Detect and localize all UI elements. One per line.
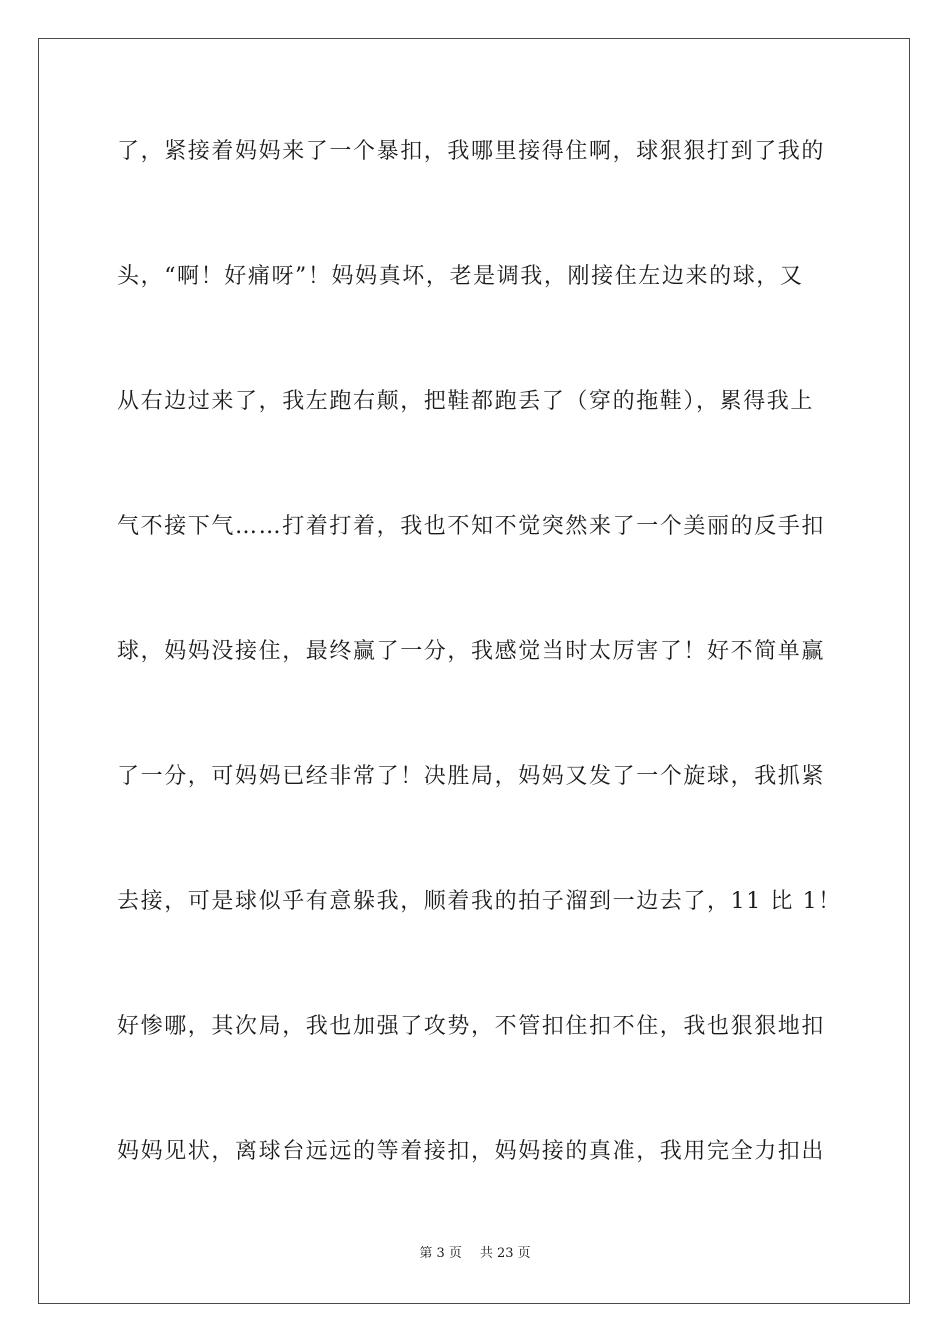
text-line: 去接，可是球似乎有意躲我，顺着我的拍子溜到一边去了，11 比 1！	[117, 889, 842, 914]
page-number: 第 3 页	[419, 1246, 462, 1261]
text-line: 了，紧接着妈妈来了一个暴扣，我哪里接得住啊，球狠狠打到了我的	[117, 139, 826, 164]
page-footer	[0, 1245, 950, 1263]
text-line: 好惨哪，其次局，我也加强了攻势，不管扣住扣不住，我也狠狠地扣	[117, 1014, 826, 1039]
page-total: 共 23 页	[479, 1246, 531, 1261]
text-line: 了一分，可妈妈已经非常了！决胜局，妈妈又发了一个旋球，我抓紧	[117, 764, 826, 789]
text-line: 妈妈见状，离球台远远的等着接扣，妈妈接的真准，我用完全力扣出	[117, 1139, 826, 1164]
text-line: 气不接下气……打着打着，我也不知不觉突然来了一个美丽的反手扣	[117, 514, 826, 539]
text-line: 头，“啊！好痛呀”！妈妈真坏，老是调我，刚接住左边来的球，又	[117, 264, 804, 289]
page-border	[38, 38, 910, 1304]
text-line: 球，妈妈没接住，最终赢了一分，我感觉当时太厉害了！好不简单赢	[117, 639, 826, 664]
text-line: 从右边过来了，我左跑右颠，把鞋都跑丢了（穿的拖鞋），累得我上	[117, 389, 815, 414]
